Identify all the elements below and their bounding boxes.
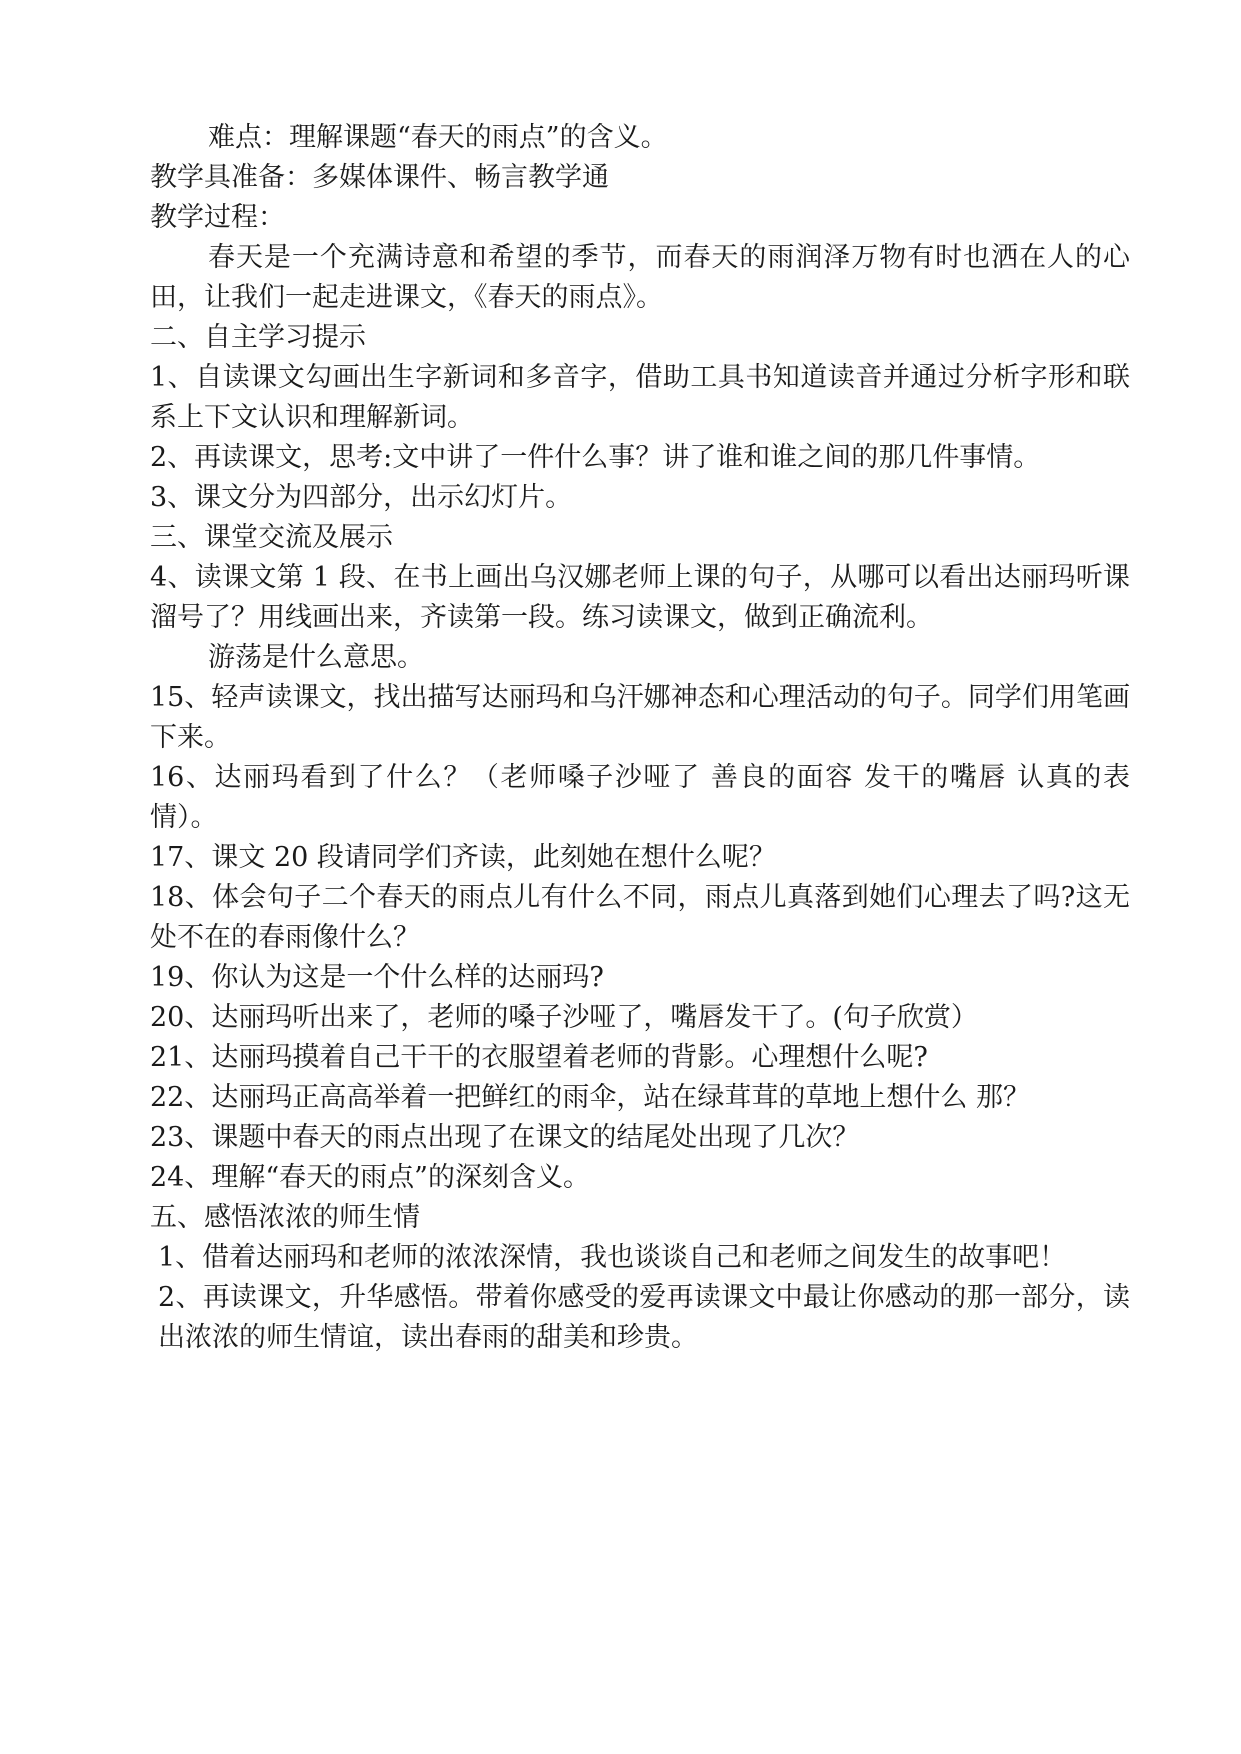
step-1: 1、自读课文勾画出生字新词和多音字，借助工具书知道读音并通过分析字形和联系上下文认识和理解新词。 — [150, 362, 1130, 433]
intro-paragraph: 春天是一个充满诗意和希望的季节，而春天的雨润泽万物有时也洒在人的心田，让我们一起走进课文，《春天的雨点》。 — [150, 242, 1130, 313]
step-23: 23、课题中春天的雨点出现了在课文的结尾处出现了几次？ — [150, 1122, 860, 1153]
step-21: 21、达丽玛摸着自己干干的衣服望着老师的背影。心理想什么呢? — [150, 1042, 928, 1073]
step-16: 16、达丽玛看到了什么？（老师嗓子沙哑了 善良的面容 发干的嘴唇 认真的表情）。 — [150, 762, 1130, 833]
step-20: 20、达丽玛听出来了，老师的嗓子沙哑了，嘴唇发干了。(句子欣赏） — [150, 1002, 978, 1033]
step-4: 4、读课文第 1 段、在书上画出乌汉娜老师上课的句子，从哪可以看出达丽玛听课溜号了？用线画出来，齐读第一段。练习读课文，做到正确流利。 — [150, 562, 1130, 633]
step-15: 15、轻声读课文，找出描写达丽玛和乌汗娜神态和心理活动的句子。同学们用笔画下来。 — [150, 682, 1130, 753]
wander-question: 游荡是什么意思。 — [208, 642, 424, 673]
step-24: 24、理解“春天的雨点”的深刻含义。 — [150, 1162, 590, 1193]
section-heading-2: 二、自主学习提示 — [150, 322, 366, 353]
section-heading-5: 五、感悟浓浓的师生情 — [150, 1202, 420, 1233]
step-3: 3、课文分为四部分，出示幻灯片。 — [150, 482, 573, 513]
difficulty-line: 难点：理解课题“春天的雨点”的含义。 — [208, 122, 668, 153]
step-19: 19、你认为这是一个什么样的达丽玛? — [150, 962, 604, 993]
reflection-2: 2、再读课文，升华感悟。带着你感受的爱再读课文中最让你感动的那一部分，读出浓浓的师生情谊，读出春雨的甜美和珍贵。 — [158, 1282, 1130, 1353]
process-heading: 教学过程： — [150, 202, 285, 233]
document-body — [150, 118, 1130, 1358]
reflection-1: 1、借着达丽玛和老师的浓浓深情，我也谈谈自己和老师之间发生的故事吧！ — [158, 1242, 1067, 1273]
step-22: 22、达丽玛正高高举着一把鲜红的雨伞，站在绿茸茸的草地上想什么 那？ — [150, 1082, 1030, 1113]
section-heading-3: 三、课堂交流及展示 — [150, 522, 393, 553]
step-18: 18、体会句子二个春天的雨点儿有什么不同，雨点儿真落到她们心理去了吗?这无处不在的春雨像什么？ — [150, 882, 1130, 953]
step-2: 2、再读课文，思考:文中讲了一件什么事？讲了谁和谁之间的那几件事情。 — [150, 442, 1041, 473]
materials-line: 教学具准备：多媒体课件、畅言教学通 — [150, 162, 609, 193]
step-17: 17、课文 20 段请同学们齐读，此刻她在想什么呢？ — [150, 842, 776, 873]
